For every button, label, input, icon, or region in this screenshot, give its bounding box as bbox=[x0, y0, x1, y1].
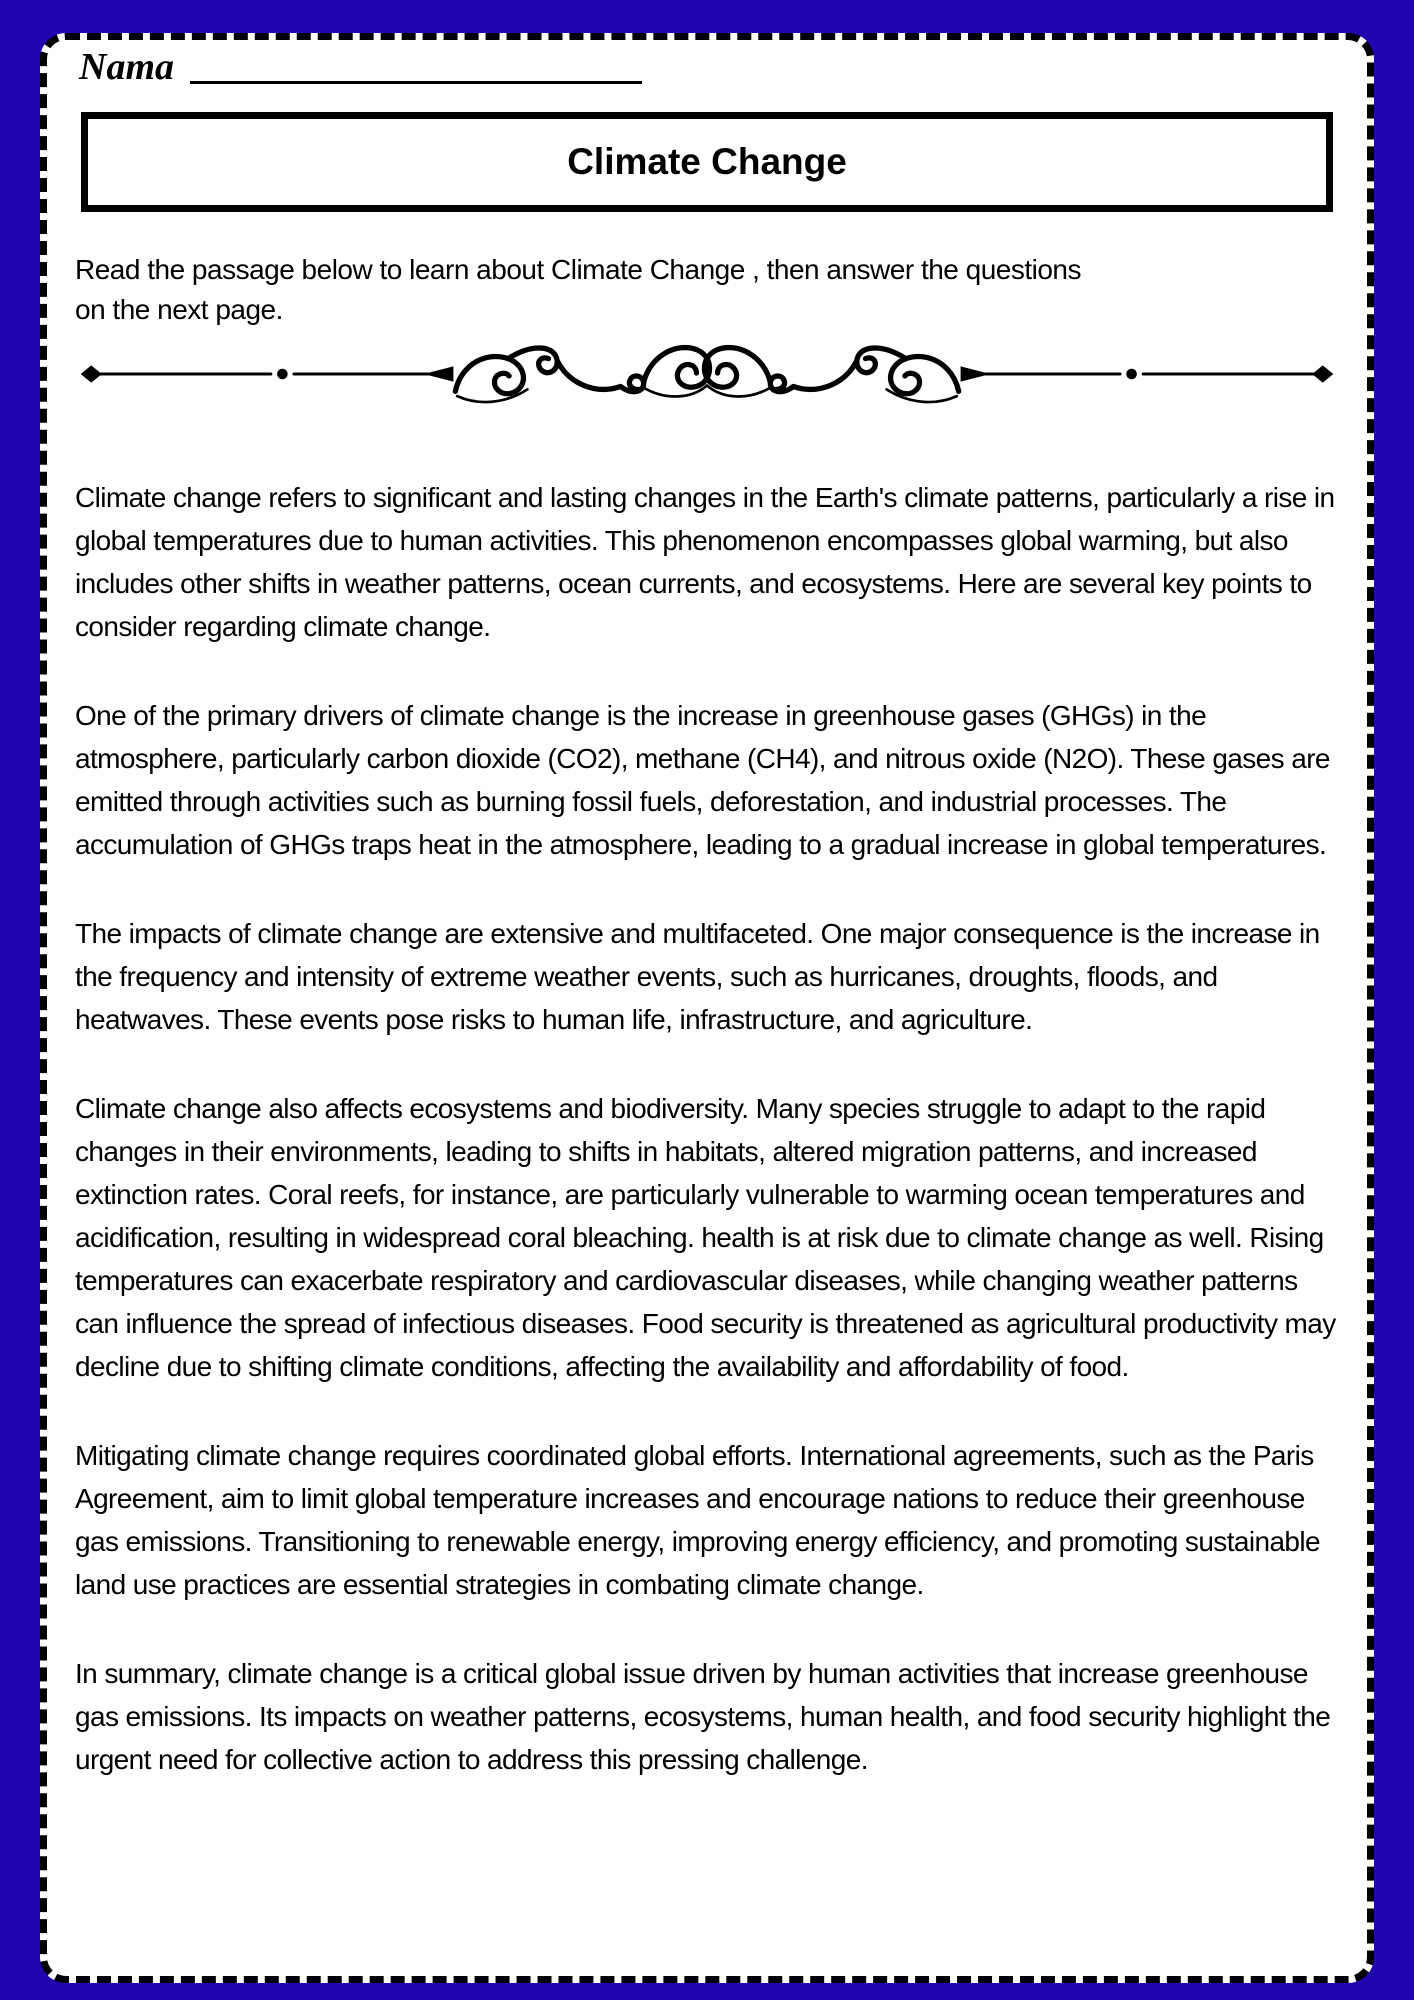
worksheet-sheet bbox=[40, 33, 1374, 1983]
paragraph: In summary, climate change is a critical global issue driven by human activities that increase greenhouse gas emissions. Its impacts on weather patterns, ecosystems, human health, and food security highlight the urgent need for collective action to address this pressing challenge. bbox=[75, 1658, 1331, 1775]
worksheet-title: Climate Change bbox=[567, 141, 847, 182]
paragraph: Climate change refers to significant and lasting changes in the Earth's climate patterns, particularly a rise in global temperatures due to human activities. This phenomenon encompasses global warming, but also includes other shifts in weather patterns, ocean currents, and ecosystems. Here are several key points to consider regarding climate change. bbox=[75, 482, 1335, 642]
paragraph: The impacts of climate change are extensive and multifaceted. One major consequence is the increase in the frequency and intensity of extreme weather events, such as hurricanes, droughts, floods, and heatwaves. These events pose risks to human life, infrastructure, and agriculture. bbox=[75, 918, 1320, 1035]
passage bbox=[73, 476, 1341, 1781]
paragraph: Mitigating climate change requires coordinated global efforts. International agreements, such as the Paris Agreement, aim to limit global temperature increases and encourage nations to reduce their greenhouse gas emissions. Transitioning to renewable energy, improving energy efficiency, and promoting sustainable land use practices are essential strategies in combating climate change. bbox=[75, 1440, 1320, 1600]
name-label: Nama bbox=[79, 46, 174, 88]
paragraph: One of the primary drivers of climate change is the increase in greenhouse gases (GHGs) in the atmosphere, particularly carbon dioxide (CO2), methane (CH4), and nitrous oxide (N2O). These gases are emitted through activities such as burning fossil fuels, deforestation, and industrial processes. The accumulation of GHGs traps heat in the atmosphere, leading to a gradual increase in global temperatures. bbox=[75, 700, 1330, 860]
flourish-divider-icon bbox=[73, 334, 1341, 414]
instruction-text: Read the passage below to learn about Climate Change , then answer the questions on the next page. bbox=[75, 254, 1082, 325]
paragraph: Climate change also affects ecosystems and biodiversity. Many species struggle to adapt to the rapid changes in their environments, leading to shifts in habitats, altered migration patterns, and increased extinction rates. Coral reefs, for instance, are particularly vulnerable to warming ocean temperatures and acidification, resulting in widespread coral bleaching. health is at risk due to climate change as well. Rising temperatures can exacerbate respiratory and cardiovascular diseases, while changing weather patterns can influence the spread of infectious diseases. Food security is threatened as agricultural productivity may decline due to shifting climate conditions, affecting the availability and affordability of food. bbox=[75, 1093, 1336, 1382]
title-box bbox=[81, 112, 1333, 212]
name-row bbox=[79, 48, 1341, 86]
name-blank-line bbox=[190, 81, 642, 84]
